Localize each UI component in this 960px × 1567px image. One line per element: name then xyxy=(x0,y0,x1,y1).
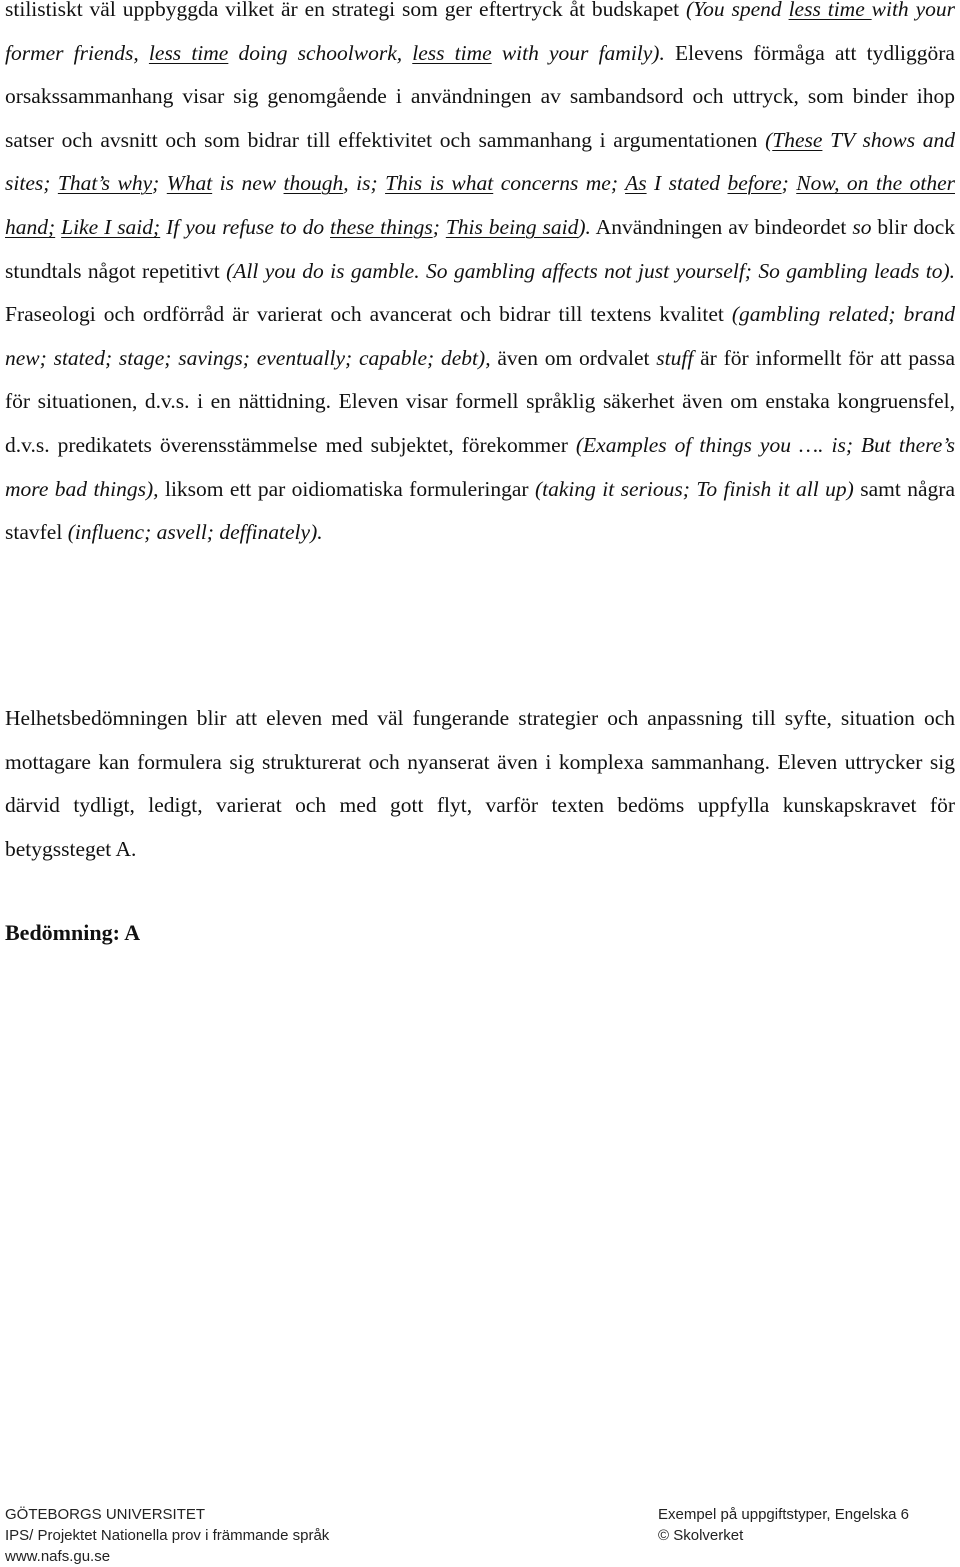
footer-document-type: Exempel på uppgiftstyper, Engelska 6 xyxy=(658,1506,909,1523)
body-text: blir dock stundtals något repetitivt xyxy=(5,214,955,283)
underlined-phrase: less time xyxy=(412,40,492,65)
body-text: även om ordvalet xyxy=(490,345,657,370)
quote-spelling-errors: (influenc; asvell; deffinately). xyxy=(67,520,323,545)
underlined-phrase: What xyxy=(166,171,213,196)
body-text: är för informellt för att passa för situationen, d.v.s. i en nättidning. Eleven visar formell språklig säkerhet även om enstaka kongruensfel, d.v.s. predikatets överensstämmelse med subjektet, förekommer xyxy=(5,345,955,457)
quote-fragment: ). xyxy=(578,214,591,239)
quote-fragment: , is; xyxy=(343,171,386,196)
assessment-paragraph-2: Helhetsbedömningen blir att eleven med väl fungerande strategier och anpassning till syfte, situation och mottagare kan formulera sig strukturerat och nyanserat även i komplexa sammanhang. Eleven uttrycker sig därvid tydligt, ledigt, varierat och med gott flyt, varför texten bedöms uppfylla kunskapskravet för betygssteget A. xyxy=(5,706,955,861)
quote-fragment: If you refuse to do xyxy=(160,214,331,239)
quote-fragment: ; xyxy=(781,171,797,196)
quote-fragment: with your family). xyxy=(491,40,665,65)
footer-project: IPS/ Projektet Nationella prov i främmande språk xyxy=(5,1527,330,1544)
quote-agreement-errors: (Examples of things you …. is; But there’s more bad things), xyxy=(5,432,955,501)
footer-left xyxy=(5,1504,329,1567)
quote-fragment: (You spend xyxy=(685,0,789,21)
quote-fragment: concerns me; xyxy=(493,171,626,196)
quote-vocabulary: (gambling related; brand new; stated; stage; savings; eventually; capable; debt), xyxy=(5,302,955,370)
underlined-phrase: less time xyxy=(788,0,872,21)
underlined-phrase: before xyxy=(727,171,782,196)
body-text: stilistiskt väl uppbyggda vilket är en strategi som ger eftertryck åt budskapet xyxy=(5,0,686,21)
underlined-phrase: This is what xyxy=(385,171,494,196)
footer-url: www.nafs.gu.se xyxy=(5,1548,111,1565)
quote-so: so xyxy=(852,214,872,239)
underlined-phrase: Now, on the other hand; xyxy=(5,171,955,239)
underlined-phrase: These xyxy=(772,127,823,152)
underlined-phrase: though xyxy=(283,171,344,196)
footer-right xyxy=(658,1504,909,1546)
body-text: liksom ett par oidiomatiska formuleringar xyxy=(158,476,535,501)
quote-fragment: ; xyxy=(152,171,167,196)
underlined-phrase: Like I said; xyxy=(61,214,161,239)
grade-heading: Bedömning: A xyxy=(5,920,141,945)
body-text: Elevens förmåga att tydliggöra orsakssammanhang visar sig genomgående i användningen av sambandsord och uttryck, som binder ihop satser och avsnitt och som bidrar till effektivitet och sammanhang i argumentationen xyxy=(5,40,955,152)
underlined-phrase: less time xyxy=(148,40,229,65)
quote-so-examples: (All you do is gamble. So gambling affects not just yourself; So gambling leads to). xyxy=(226,258,956,283)
body-text: samt några stavfel xyxy=(5,476,955,545)
quote-fragment: ; xyxy=(432,214,446,239)
underlined-phrase: That’s why xyxy=(57,171,153,196)
underlined-phrase: As xyxy=(625,171,647,196)
underlined-phrase: This being said xyxy=(445,214,579,239)
quote-fragment: ( xyxy=(765,127,773,152)
quote-stuff: stuff xyxy=(656,345,694,370)
footer-copyright: © Skolverket xyxy=(658,1527,744,1544)
quote-fragment: is new xyxy=(212,171,284,196)
quote-fragment: TV shows and sites; xyxy=(5,127,955,196)
quote-fragment: with your former friends, xyxy=(5,0,955,65)
quote-fragment: I stated xyxy=(646,171,728,196)
underlined-phrase: these things xyxy=(330,214,433,239)
assessment-paragraph-1 xyxy=(5,0,955,555)
footer-university: GÖTEBORGS UNIVERSITET xyxy=(5,1506,206,1523)
quote-fragment: doing schoolwork, xyxy=(228,40,413,65)
body-text: Fraseologi och ordförråd är varierat och avancerat och bidrar till textens kvalitet xyxy=(5,302,732,327)
quote-unidiomatic: (taking it serious; To finish it all up) xyxy=(534,476,854,501)
body-text: Användningen av bindeordet xyxy=(590,214,853,239)
